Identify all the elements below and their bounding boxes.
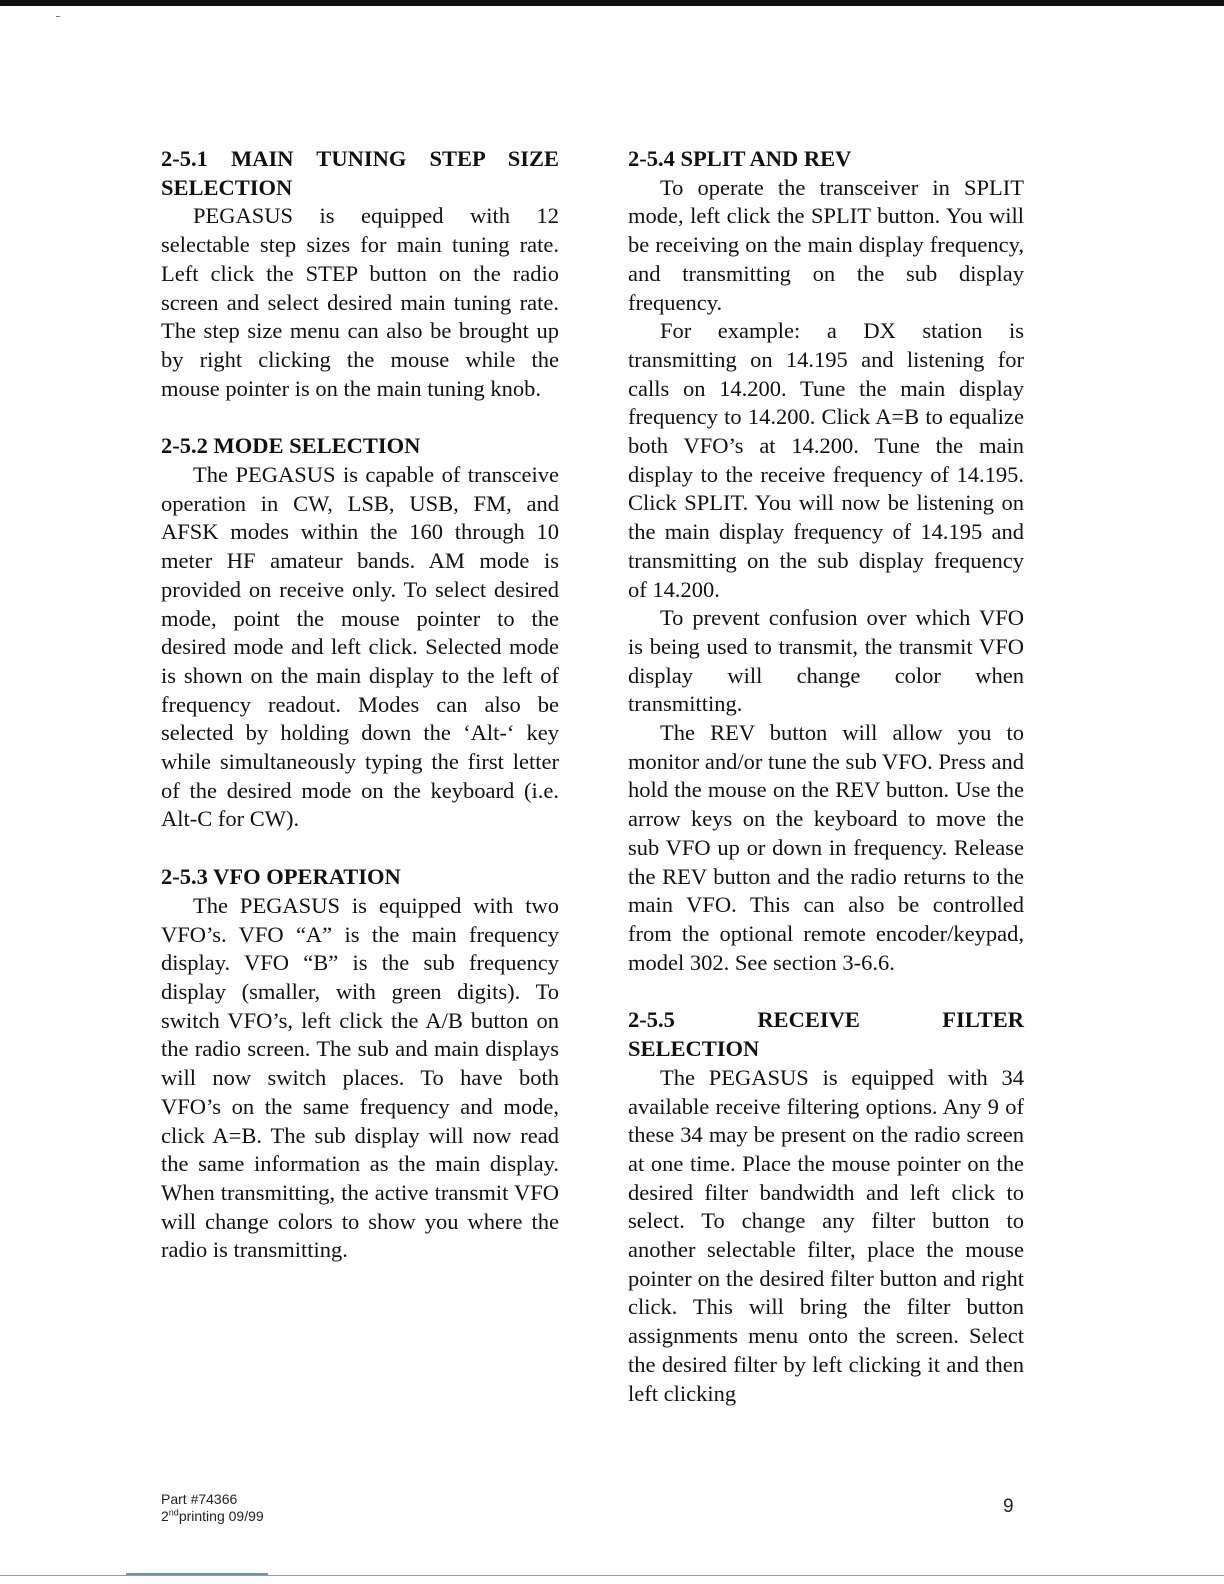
section-heading-2-5-1: 2-5.1 MAIN TUNING STEP SIZE <box>161 146 559 171</box>
section-heading-2-5-2: 2-5.2 MODE SELECTION <box>161 433 421 459</box>
footer-part-info <box>161 1491 264 1525</box>
paragraph: The PEGASUS is equipped with 34 available receive filtering options. Any 9 of these 34 may be present on the radio screen at one time. Place the mouse pointer on the desired filter bandwidth and left click to select. To change any filter button to another selectable filter, place the mouse pointer on the desired filter button and right click. This will bring the filter button assignments menu onto the screen. Select the desired filter by left clicking it and then left clicking <box>628 1064 1024 1406</box>
paragraph: The PEGASUS is capable of transceive operation in CW, LSB, USB, FM, and AFSK modes within the 160 through 10 meter HF amateur bands. AM mode is provided on receive only. To select desired mode, point the mouse pointer to the desired mode and left click. Selected mode is shown on the main display to the left of frequency readout. Modes can also be selected by holding down the ‘Alt-‘ key while simultaneously typing the first letter of the desired mode on the keyboard (i.e. Alt-C for CW). <box>161 462 559 832</box>
section-2-5-5 <box>628 1006 1024 1408</box>
section-heading-2-5-5-cont: SELECTION <box>628 1036 760 1062</box>
paragraph: To operate the transceiver in SPLIT mode, left click the SPLIT button. You will be receiving on the main display frequency, and transmitting on the sub display frequency. <box>628 174 1024 315</box>
right-column <box>628 145 1024 1408</box>
paragraph: The REV button will allow you to monitor and/or tune the sub VFO. Press and hold the mouse on the REV button. Use the arrow keys on the keyboard to move the sub VFO up or down in frequency. Release the REV button and the radio returns to the main VFO. This can also be controlled from the optional remote encoder/keypad, model 302. See section 3-6.6. <box>628 720 1024 975</box>
scan-mark <box>56 16 60 17</box>
page-number: 9 <box>1003 1496 1014 1517</box>
section-heading-2-5-5: 2-5.5 RECEIVE FILTER <box>628 1007 1024 1033</box>
section-2-5-2 <box>161 432 559 834</box>
paragraph: PEGASUS is equipped with 12 selectable step sizes for main tuning rate. Left click the STEP button on the radio screen and select desired main tuning rate. The step size menu can also be brought up by right clicking the mouse while the mouse pointer is on the main tuning knob. <box>161 203 559 401</box>
left-column <box>161 145 559 1265</box>
printing-date: printing 09/99 <box>178 1508 264 1524</box>
section-heading-2-5-1-cont: SELECTION <box>161 174 293 200</box>
paragraph: To prevent confusion over which VFO is being used to transmit, the transmit VFO display will change color when transmitting. <box>628 605 1024 717</box>
printing-ordinal: 2 <box>161 1508 169 1524</box>
bottom-border-rule <box>0 1575 1224 1576</box>
section-2-5-1 <box>161 145 559 403</box>
printing-info <box>161 1508 264 1525</box>
bottom-blue-mark <box>126 1573 268 1575</box>
part-number: Part #74366 <box>161 1491 238 1507</box>
paragraph: For example: a DX station is transmitting on 14.195 and listening for calls on 14.200. Tune the main display frequency to 14.200. Click A=B to equalize both VFO’s at 14.200. Tune the main display to the receive frequency of 14.195. Click SPLIT. You will now be listening on the main display frequency of 14.195 and transmitting on the sub display frequency of 14.200. <box>628 318 1024 602</box>
section-heading-2-5-4: 2-5.4 SPLIT AND REV <box>628 146 852 171</box>
paragraph: The PEGASUS is equipped with two VFO’s. VFO “A” is the main frequency display. VFO “B” is the sub frequency display (smaller, with green digits). To switch VFO’s, left click the A/B button on the radio screen. The sub and main displays will now switch places. To have both VFO’s on the same frequency and mode, click A=B. The sub display will now read the same information as the main display. When transmitting, the active transmit VFO will change colors to show you where the radio is transmitting. <box>161 892 559 1263</box>
top-border-rule <box>0 0 1224 6</box>
section-heading-2-5-3: 2-5.3 VFO OPERATION <box>161 864 401 890</box>
printing-suffix: nd <box>168 1507 179 1518</box>
section-2-5-4 <box>628 145 1024 977</box>
section-2-5-3 <box>161 863 559 1265</box>
